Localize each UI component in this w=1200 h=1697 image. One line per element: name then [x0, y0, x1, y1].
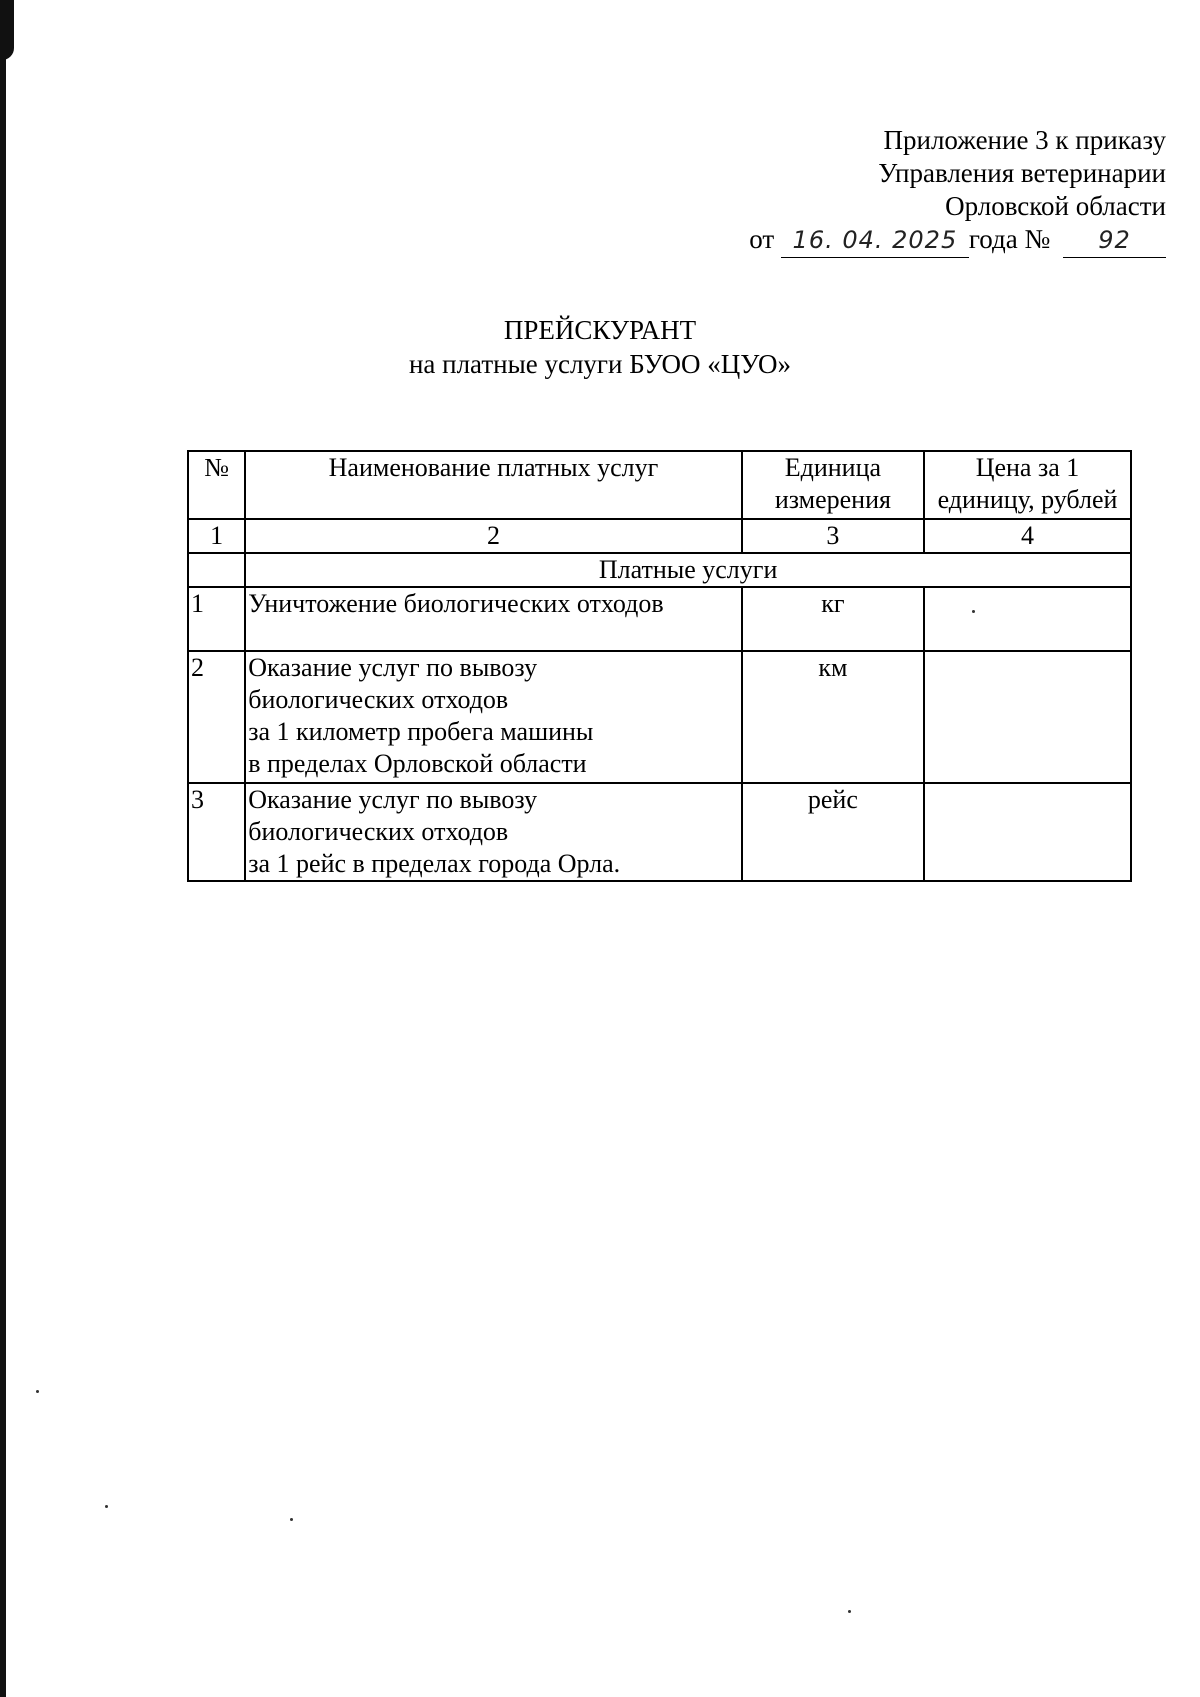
scan-speck: [105, 1505, 108, 1508]
header-unit: Единица измерения: [742, 451, 924, 519]
scan-edge: [0, 0, 6, 1697]
service-name-line: Уничтожение биологических отходов: [248, 589, 664, 618]
date-prefix: от: [749, 224, 775, 254]
column-number-row: [188, 519, 1131, 553]
table-header-row: [188, 451, 1131, 519]
price-cell: [924, 783, 1131, 881]
price-table: [187, 450, 1132, 882]
section-label: Платные услуги: [245, 553, 1131, 587]
service-name-line: биологических отходов: [248, 817, 509, 846]
header-number: №: [188, 451, 245, 519]
table-row: [188, 587, 1131, 651]
service-name-line: биологических отходов: [248, 685, 509, 714]
title-subheading: на платные услуги БУОО «ЦУО»: [408, 349, 792, 379]
unit-cell: рейс: [742, 783, 924, 881]
price-cell: [924, 651, 1131, 783]
row-number: 3: [188, 783, 245, 881]
unit-cell: кг: [742, 587, 924, 651]
scan-speck: [848, 1610, 851, 1613]
approval-block: [749, 124, 1166, 258]
column-number: 4: [924, 519, 1131, 553]
row-number: 1: [188, 587, 245, 651]
handwritten-date: 16. 04. 2025: [781, 224, 969, 258]
table-row: [188, 783, 1131, 881]
service-name-line: Оказание услуг по вывозу: [248, 653, 538, 682]
handwritten-order-number: 92: [1063, 224, 1166, 258]
service-name-line: Оказание услуг по вывозу: [248, 785, 538, 814]
scan-speck: [290, 1518, 293, 1521]
service-name: [245, 587, 742, 651]
order-date-line: [749, 223, 1166, 258]
service-name-line: за 1 километр пробега машины: [248, 717, 594, 746]
year-label: года №: [968, 224, 1051, 254]
table-row: [188, 651, 1131, 783]
service-name: [245, 783, 742, 881]
service-name: [245, 651, 742, 783]
header-price: Цена за 1 единицу, рублей: [924, 451, 1131, 519]
header-service-name: Наименование платных услуг: [245, 451, 742, 519]
row-number: 2: [188, 651, 245, 783]
column-number: 3: [742, 519, 924, 553]
approval-line-1: Приложение 3 к приказу: [883, 125, 1166, 155]
column-number: 1: [188, 519, 245, 553]
service-name-line: в пределах Орловской области: [248, 749, 587, 778]
section-empty-cell: [188, 553, 245, 587]
title-heading: ПРЕЙСКУРАНТ: [503, 315, 697, 345]
approval-line-2: Управления ветеринарии: [878, 158, 1166, 188]
scan-speck: [36, 1390, 39, 1393]
approval-line-3: Орловской области: [945, 191, 1166, 221]
scan-speck: [972, 610, 975, 613]
scan-edge-corner: [0, 0, 14, 60]
document-title: [0, 313, 1200, 381]
unit-cell: км: [742, 651, 924, 783]
section-row: [188, 553, 1131, 587]
column-number: 2: [245, 519, 742, 553]
price-cell: [924, 587, 1131, 651]
service-name-line: за 1 рейс в пределах города Орла.: [248, 849, 621, 878]
